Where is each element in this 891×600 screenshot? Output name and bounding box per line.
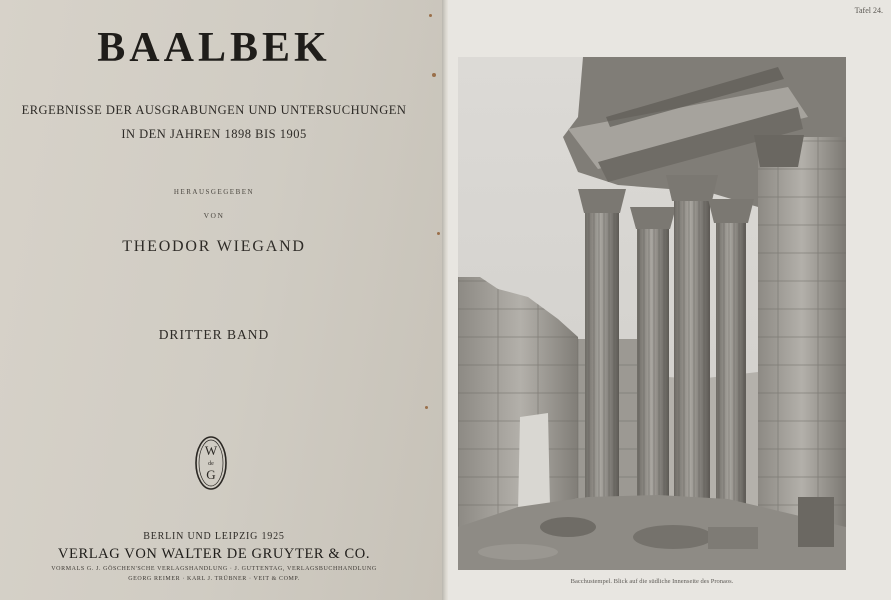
plate-page [448,0,891,600]
logo-letter-g: G [206,467,216,482]
subtitle-line-1: ERGEBNISSE DER AUSGRABUNGEN UND UNTERSUCHUNGEN [21,103,407,117]
volume-label: DRITTER BAND [158,327,270,342]
formerly-line-1: VORMALS G. J. GÖSCHEN'SCHE VERLAGSHANDLUNG · J. GUTTENTAG, VERLAGSBUCHHANDLUNG [51,566,377,572]
paper-speck [437,232,440,235]
paper-speck [429,14,432,17]
publisher-name: VERLAG VON WALTER DE GRUYTER & CO. [57,546,371,562]
subtitle-line-2: IN DEN JAHREN 1898 BIS 1905 [121,127,307,141]
editor-name: THEODOR WIEGAND [122,238,306,255]
logo-letter-de: de [208,461,214,467]
editor-intro: HERAUSGEGEBEN [173,188,255,196]
temple-photograph [458,57,846,570]
paper-speck [425,406,428,409]
place-year: BERLIN UND LEIPZIG 1925 [143,531,285,542]
plate-caption: Bacchustempel. Blick auf die südliche Innenseite des Pronaos. [570,578,734,585]
editor-von: VON [203,211,225,220]
paper-speck [432,73,436,77]
book-title: BAALBEK [97,25,331,71]
formerly-line-2: GEORG REIMER · KARL J. TRÜBNER · VEIT & COMP. [128,576,300,582]
plate-number: Tafel 24. [854,6,883,15]
publisher-logo-icon [194,435,228,491]
logo-letter-w: W [204,443,218,458]
title-page [0,0,442,600]
